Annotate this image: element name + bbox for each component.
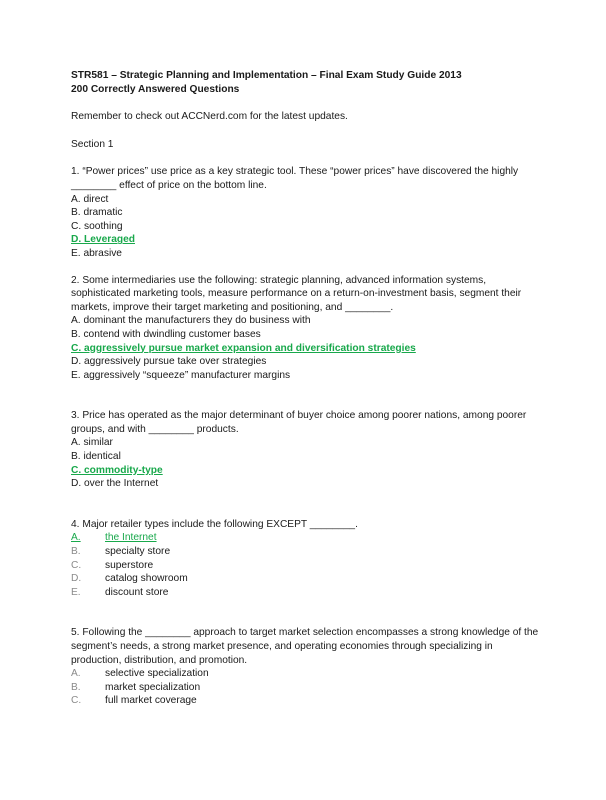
- correct-answer-option: C. aggressively pursue market expansion and diversification strategies: [71, 342, 416, 354]
- option-text: superstore: [105, 559, 154, 571]
- answer-option: B. contend with dwindling customer bases: [71, 328, 261, 340]
- answer-option: E. abrasive: [71, 247, 122, 259]
- question-stem: 5. Following the ________ approach to target market selection encompasses a strong knowledge of the segment’s needs, a strong market presence, and operating economies through specializing in production, distribution, and promotion.: [71, 627, 539, 666]
- answer-option: [71, 545, 541, 559]
- question-1: [71, 165, 541, 260]
- option-text: full market coverage: [105, 695, 197, 707]
- option-text: selective specialization: [105, 668, 209, 680]
- answer-option: E. aggressively “squeeze” manufacturer margins: [71, 369, 291, 381]
- question-2: [71, 274, 541, 383]
- document-body: [71, 69, 541, 708]
- question-stem: 1. “Power prices” use price as a key strategic tool. These “power prices” have discovered the highly ________ effect of price on the bottom line.: [71, 166, 519, 191]
- answer-option: A. dominant the manufacturers they do business with: [71, 315, 311, 327]
- answer-option: [71, 667, 541, 681]
- document-title-line-1: STR581 – Strategic Planning and Implementation – Final Exam Study Guide 2013: [71, 70, 462, 81]
- answer-option: [71, 681, 541, 695]
- option-letter: A.: [71, 668, 81, 680]
- option-letter: A.: [71, 532, 81, 544]
- answer-option: D. aggressively pursue take over strategies: [71, 356, 267, 368]
- answer-option: D. over the Internet: [71, 478, 159, 490]
- answer-option: [71, 572, 541, 586]
- option-text: market specialization: [105, 681, 201, 693]
- correct-answer-option: D. Leveraged: [71, 234, 135, 246]
- answer-option: B. identical: [71, 451, 121, 463]
- question-5: [71, 626, 541, 708]
- option-letter: C.: [71, 559, 82, 571]
- option-letter: B.: [71, 546, 81, 558]
- option-letter: E.: [71, 586, 81, 598]
- option-letter: C.: [71, 695, 82, 707]
- document-title-line-2: 200 Correctly Answered Questions: [71, 83, 240, 95]
- option-text: discount store: [105, 586, 169, 598]
- answer-option: C. soothing: [71, 220, 123, 232]
- option-text: catalog showroom: [105, 573, 188, 585]
- answer-option: [71, 559, 541, 573]
- correct-answer-option: C. commodity-type: [71, 464, 163, 476]
- question-stem: 2. Some intermediaries use the following: strategic planning, advanced information systems, sophisticated marketing tools, measure performance on a return-on-investment basis, segment their markets, improve their target marketing and positioning, and ________.: [71, 274, 522, 313]
- question-4: [71, 518, 541, 600]
- answer-option: [71, 586, 541, 600]
- option-letter: B.: [71, 681, 81, 693]
- section-label: Section 1: [71, 138, 114, 150]
- answer-option: B. dramatic: [71, 207, 123, 219]
- answer-option: A. similar: [71, 437, 113, 449]
- question-stem: 3. Price has operated as the major determinant of buyer choice among poorer nations, among poorer groups, and with ________ products.: [71, 410, 527, 435]
- correct-answer-option: [71, 531, 541, 545]
- answer-option: [71, 694, 541, 708]
- option-text: specialty store: [105, 546, 171, 558]
- option-text: the Internet: [105, 532, 157, 544]
- answer-option: A. direct: [71, 193, 109, 205]
- option-letter: D.: [71, 573, 82, 585]
- question-stem: 4. Major retailer types include the following EXCEPT ________.: [71, 518, 358, 530]
- question-3: [71, 409, 541, 491]
- intro-text: Remember to check out ACCNerd.com for the latest updates.: [71, 111, 348, 123]
